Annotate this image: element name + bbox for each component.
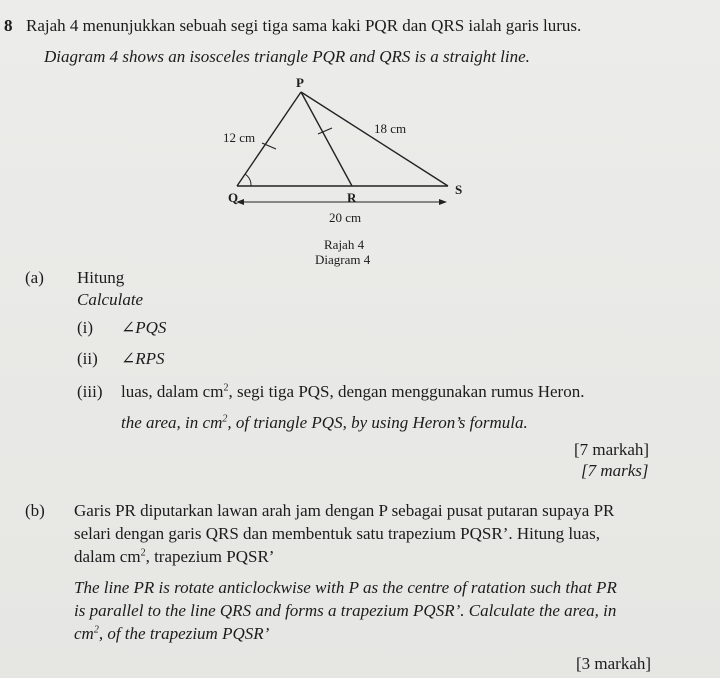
sub-i-label: (i) xyxy=(77,318,94,337)
part-a-marks-english: [7 marks] xyxy=(581,461,649,480)
part-b-malay-line-2: selari dengan garis QRS dan membentuk satu trapezium PQSR’. Hitung luas, xyxy=(74,524,600,543)
diagram-caption-english: Diagram 4 xyxy=(315,252,371,267)
question-number: 8 xyxy=(4,16,13,35)
side-pr xyxy=(301,92,352,186)
part-b-label: (b) xyxy=(25,501,45,520)
part-a-label: (a) xyxy=(25,268,44,287)
label-ps-length: 18 cm xyxy=(374,121,407,136)
part-a-title-malay: Hitung xyxy=(77,268,125,287)
part-b-english-line-3: $cm^2$, of the trapezium PQSR’ xyxy=(74,624,270,643)
sub-iii-english: the area, in $cm^2$, of triangle PQS, by using Heron’s formula. xyxy=(121,413,528,432)
vertex-label-r: R xyxy=(347,190,357,205)
label-pq-length: 12 cm xyxy=(223,130,256,145)
part-b-marks-malay: [3 markah] xyxy=(576,654,652,673)
part-a-marks-malay: [7 markah] xyxy=(574,440,650,459)
intro-malay: Rajah 4 menunjukkan sebuah segi tiga sama kaki PQR dan QRS ialah garis lurus. xyxy=(26,16,582,35)
part-b-english-line-1: The line PR is rotate anticlockwise with P as the centre of ratation such that PR xyxy=(74,578,617,597)
part-a-title-english: Calculate xyxy=(77,290,144,309)
label-qs-length: 20 cm xyxy=(329,210,362,225)
sub-iii-label: (iii) xyxy=(77,382,103,401)
sub-ii-text: ∠RPS xyxy=(121,349,165,368)
side-ps xyxy=(301,92,448,186)
tick-mark-pr xyxy=(318,128,332,134)
arrow-right-head xyxy=(439,199,447,205)
part-b-english-line-2: is parallel to the line QRS and forms a trapezium PQSR’. Calculate the area, in xyxy=(74,601,617,620)
angle-arc-q xyxy=(245,174,251,186)
sub-i-text: ∠PQS xyxy=(121,318,167,337)
vertex-label-q: Q xyxy=(228,190,239,205)
diagram-caption-malay: Rajah 4 xyxy=(324,237,365,252)
vertex-label-s: S xyxy=(455,182,463,197)
vertex-label-p: P xyxy=(296,75,304,90)
part-b-malay-line-1: Garis PR diputarkan lawan arah jam dengan P sebagai pusat putaran supaya PR xyxy=(74,501,615,520)
sub-ii-label: (ii) xyxy=(77,349,98,368)
part-b-malay-line-3: dalam $cm^2$, trapezium PQSR’ xyxy=(74,547,275,566)
intro-english: Diagram 4 shows an isosceles triangle PQR and QRS is a straight line. xyxy=(44,47,530,66)
sub-iii-malay: luas, dalam $cm^2$, segi tiga PQS, dengan menggunakan rumus Heron. xyxy=(121,382,585,401)
